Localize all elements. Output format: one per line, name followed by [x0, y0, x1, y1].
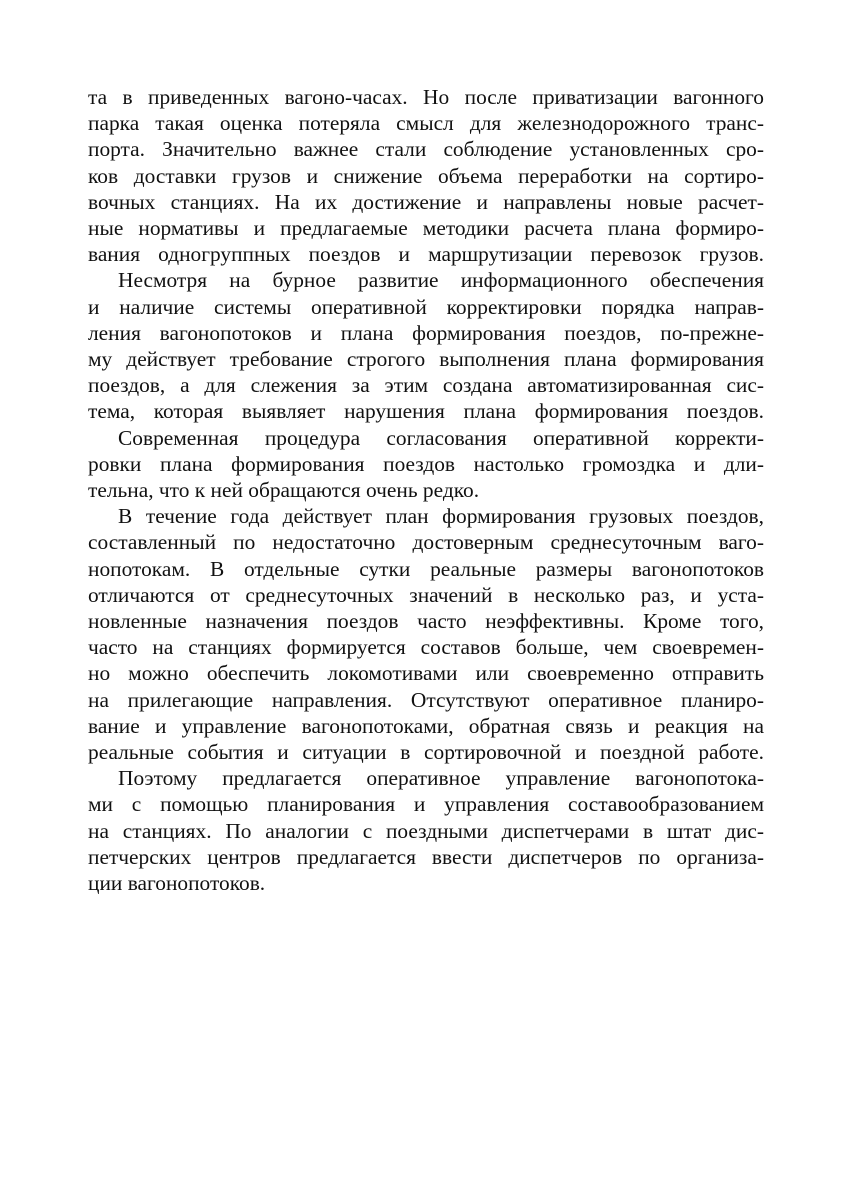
text-line: петчерских центров предлагается ввести диспетчеров по организа- — [88, 844, 764, 869]
text-line: ления вагонопотоков и плана формирования поездов, по-прежне- — [88, 320, 764, 345]
text-line: В течение года действует план формирования грузовых поездов, — [118, 504, 764, 529]
paragraph — [88, 84, 764, 267]
text-line: Поэтому предлагается оперативное управление вагонопотока- — [118, 766, 764, 791]
document-page — [88, 84, 764, 896]
paragraph — [88, 425, 764, 504]
text-line: новленные назначения поездов часто неэффективны. Кроме того, — [88, 609, 764, 634]
text-line: ми с помощью планирования и управления составообразованием — [88, 792, 764, 817]
text-line: часто на станциях формируется составов больше, чем своевремен- — [88, 635, 764, 660]
text-line: ков доставки грузов и снижение объема переработки на сортиро- — [88, 163, 764, 188]
text-line: та в приведенных вагоно-часах. Но после приватизации вагонного — [88, 85, 764, 109]
text-line: му действует требование строгого выполнения плана формирования — [88, 347, 764, 372]
text-line: вание и управление вагонопотоками, обратная связь и реакция на — [88, 713, 764, 738]
text-line: ные нормативы и предлагаемые методики расчета плана формиро- — [88, 216, 764, 241]
text-line: тема, которая выявляет нарушения плана формирования поездов. — [88, 399, 764, 424]
text-line: и наличие системы оперативной корректировки порядка направ- — [88, 294, 764, 319]
text-line: реальные события и ситуации в сортировочной и поездной работе. — [88, 740, 764, 765]
text-line: вочных станциях. На их достижение и направлены новые расчет- — [88, 189, 764, 214]
paragraph — [88, 267, 764, 424]
text-line: парка такая оценка потеряла смысл для железнодорожного транс- — [88, 111, 764, 136]
text-line: порта. Значительно важнее стали соблюдение установленных сро- — [88, 137, 764, 162]
text-line: составленный по недостаточно достоверным среднесуточным ваго- — [88, 530, 764, 555]
text-line: тельна, что к ней обращаются очень редко. — [88, 478, 480, 503]
text-line: на прилегающие направления. Отсутствуют оперативное планиро- — [88, 687, 764, 712]
text-line: нопотокам. В отдельные сутки реальные размеры вагонопотоков — [88, 556, 764, 581]
text-line: ровки плана формирования поездов настолько громоздка и дли- — [88, 451, 764, 476]
text-line: отличаются от среднесуточных значений в несколько раз, и уста- — [88, 582, 764, 607]
text-line: ции вагонопотоков. — [88, 871, 266, 896]
text-line: поездов, а для слежения за этим создана автоматизированная сис- — [88, 373, 764, 398]
text-line: вания одногруппных поездов и маршрутизации перевозок грузов. — [88, 242, 764, 267]
text-line: Несмотря на бурное развитие информационного обеспечения — [118, 268, 764, 293]
text-line: Современная процедура согласования оперативной корректи- — [118, 425, 764, 450]
text-line: но можно обеспечить локомотивами или своевременно отправить — [88, 661, 764, 686]
paragraph — [88, 765, 764, 896]
text-line: на станциях. По аналогии с поездными диспетчерами в штат дис- — [88, 818, 764, 843]
paragraph — [88, 503, 764, 765]
